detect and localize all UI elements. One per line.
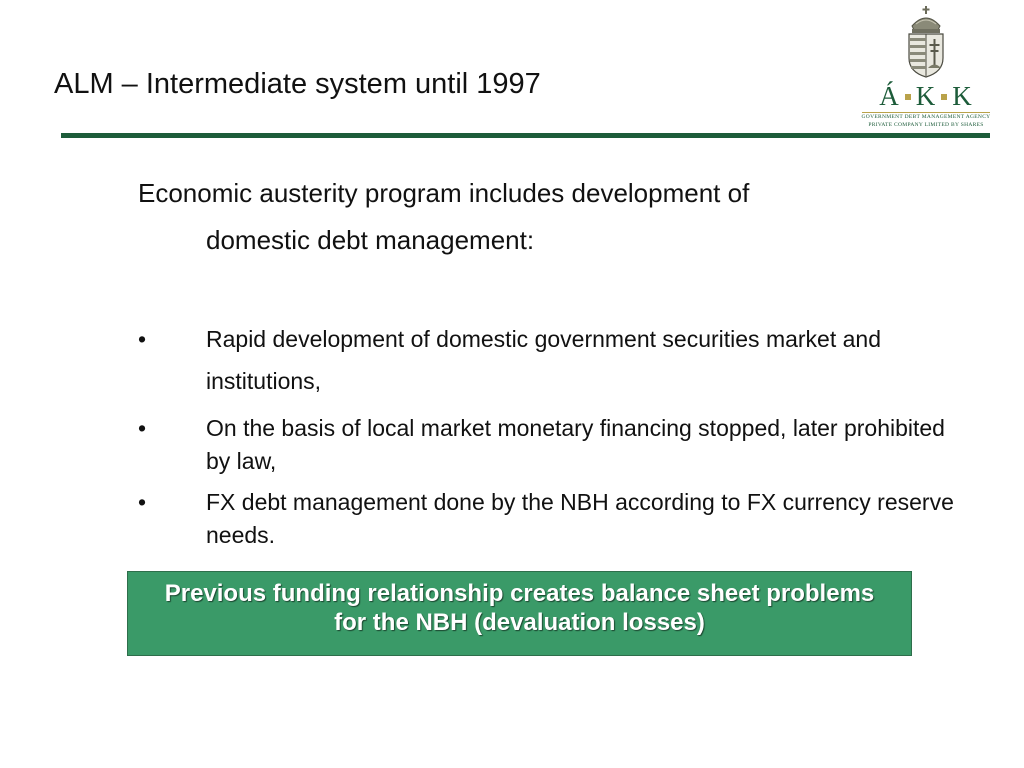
- callout-box: [127, 571, 912, 656]
- logo-divider: [862, 112, 990, 113]
- bullet-text: On the basis of local market monetary financing stopped, later prohibited by law,: [206, 415, 945, 474]
- list-item: [138, 486, 958, 552]
- logo-subtitle-2: PRIVATE COMPANY LIMITED BY SHARES: [868, 122, 984, 128]
- logo-subtitle-1: GOVERNMENT DEBT MANAGEMENT AGENCY: [861, 114, 991, 120]
- lead-line-1: Economic austerity program includes development of: [138, 178, 750, 208]
- bullet-text: Rapid development of domestic government securities market and institutions,: [206, 326, 882, 394]
- coat-of-arms-icon: [904, 6, 948, 78]
- bullet-marker: •: [138, 489, 147, 515]
- akk-logo: [858, 6, 994, 130]
- bullet-marker: •: [138, 415, 147, 441]
- callout-text: Previous funding relationship creates balance sheet problems for the NBH (devaluation losses): [164, 579, 875, 636]
- bullet-text: FX debt management done by the NBH according to FX currency reserve needs.: [206, 489, 954, 548]
- lead-paragraph: [138, 170, 968, 264]
- lead-line-2: domestic debt management:: [206, 225, 535, 255]
- logo-dot: [905, 94, 911, 100]
- title-divider: [61, 133, 990, 138]
- bullet-marker: •: [138, 326, 147, 352]
- list-item: [138, 318, 958, 402]
- bullet-list: [138, 318, 958, 552]
- logo-letter-k1: K: [915, 81, 937, 111]
- logo-dot: [941, 94, 947, 100]
- logo-letter-k2: K: [952, 81, 973, 111]
- logo-letter-a: Á: [879, 81, 900, 111]
- logo-letters: [858, 81, 994, 112]
- list-item: [138, 412, 958, 478]
- slide-title: ALM – Intermediate system until 1997: [54, 68, 541, 100]
